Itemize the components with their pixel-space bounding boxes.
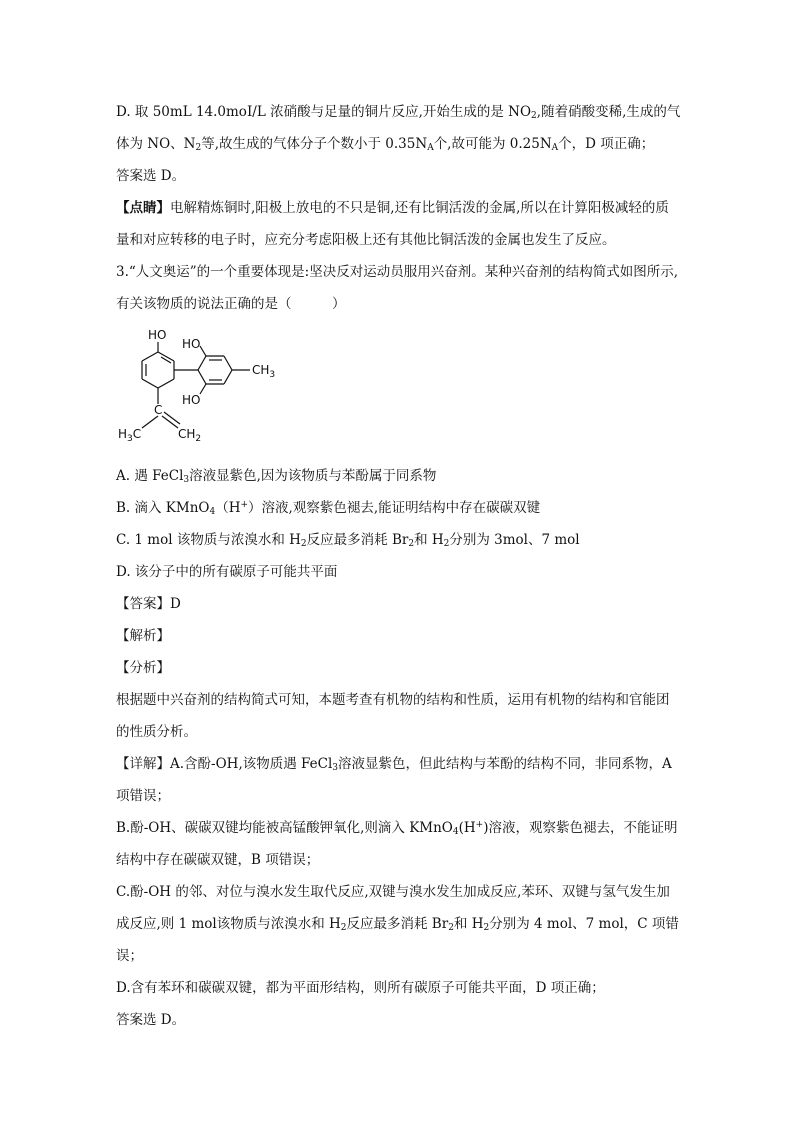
- text-run: ,随着硝酸变稀,生成的气: [536, 104, 681, 120]
- document-content: [116, 96, 682, 1036]
- subscript: 2: [195, 143, 202, 153]
- label-h3c: $H_3C$: [118, 427, 142, 444]
- subscript: 2: [531, 111, 537, 121]
- subscript: A: [427, 143, 434, 153]
- option-a: A. 遇 FeCl$_3$溶液显紫色,因为该物质与苯酚属于同系物: [116, 468, 437, 485]
- xiangjie-b: B.酚-OH、碳碳双键均能被高锰酸钾氧化,则滴入 KMnO$_4$(H+)溶液，观察紫色褪去，不能证明结构中存在碳碳双键，B 项错误；: [116, 820, 678, 868]
- label-ho-bot: HO: [182, 393, 201, 407]
- final-answer: 答案选 D。: [116, 1012, 186, 1028]
- structural-formula: [116, 324, 316, 454]
- label-ch2: $CH_2$: [178, 427, 202, 444]
- label-ho-top: HO: [148, 328, 167, 342]
- option-c: C. 1 mol 该物质与浓溴水和 $H_2$反应最多消耗 $Br_2$和 $H_2$分别为 3mol、7 mol: [116, 532, 580, 549]
- text-run: 个，D 项正确；: [558, 136, 655, 152]
- option-d: D. 该分子中的所有碳原子可能共平面: [116, 564, 338, 580]
- question-3-stem: 3.“人文奥运”的一个重要体现是:坚决反对运动员服用兴奋剂。某种兴奋剂的结构简式如图所示,有关该物质的说法正确的是（ ）: [116, 264, 679, 312]
- xiangjie-a: 【详解】A.含酚-OH,该物质遇 FeCl$_3$溶液显紫色，但此结构与苯酚的结构不同，非同系物，A 项错误；: [116, 756, 672, 804]
- xiangjie-d: D.含有苯环和碳碳双键，都为平面形结构，则所有碳原子可能共平面，D 项正确；: [116, 980, 605, 996]
- dianjing-tag: 【点睛】: [116, 200, 170, 216]
- label-ch3: $CH_3$: [252, 363, 276, 380]
- xiangjie-c: C.酚-OH 的邻、对位与溴水发生取代反应,双键与溴水发生加成反应,苯环、双键与氢气发生加成反应,则 1 mol该物质与浓溴水和 $H_2$反应最多消耗 $Br_2$和 $H_2$分别为 4 mol、7 mol，C 项错误；: [116, 884, 679, 964]
- prev-answer: 答案选 D。: [116, 168, 186, 184]
- label-ho-mid: HO: [182, 337, 201, 351]
- answer-label: 【答案】D: [116, 596, 181, 612]
- text-run: 体为 NO、N: [116, 136, 196, 152]
- fenxi-label: 【分析】: [116, 660, 170, 676]
- subscript: A: [551, 143, 559, 153]
- dianjing-text: 电解精炼铜时,阳极上放电的不只是铜,还有比铜活泼的金属,所以在计算阳极减轻的质量和对应转移的电子时，应充分考虑阳极上还有其他比铜活泼的金属也发生了反应。: [116, 200, 669, 248]
- label-c: C: [154, 403, 163, 417]
- dianjing-paragraph: [116, 192, 682, 256]
- text-run: D. 取 50mL 14.0moI/L 浓硝酸与足量的铜片反应,开始生成的是 NO: [116, 104, 532, 120]
- prev-option-d: [116, 96, 682, 160]
- jiexi-label: 【解析】: [116, 628, 170, 644]
- option-b: B. 滴入 KMnO$_4$（H+）溶液,观察紫色褪去,能证明结构中存在碳碳双键: [116, 500, 541, 517]
- fenxi-text: 根据题中兴奋剂的结构简式可知，本题考查有机物的结构和性质，运用有机物的结构和官能团的性质分析。: [116, 692, 670, 740]
- text-run: 个,故可能为 0.25N: [433, 136, 552, 152]
- text-run: 等,故生成的气体分子个数小于 0.35N: [201, 136, 428, 152]
